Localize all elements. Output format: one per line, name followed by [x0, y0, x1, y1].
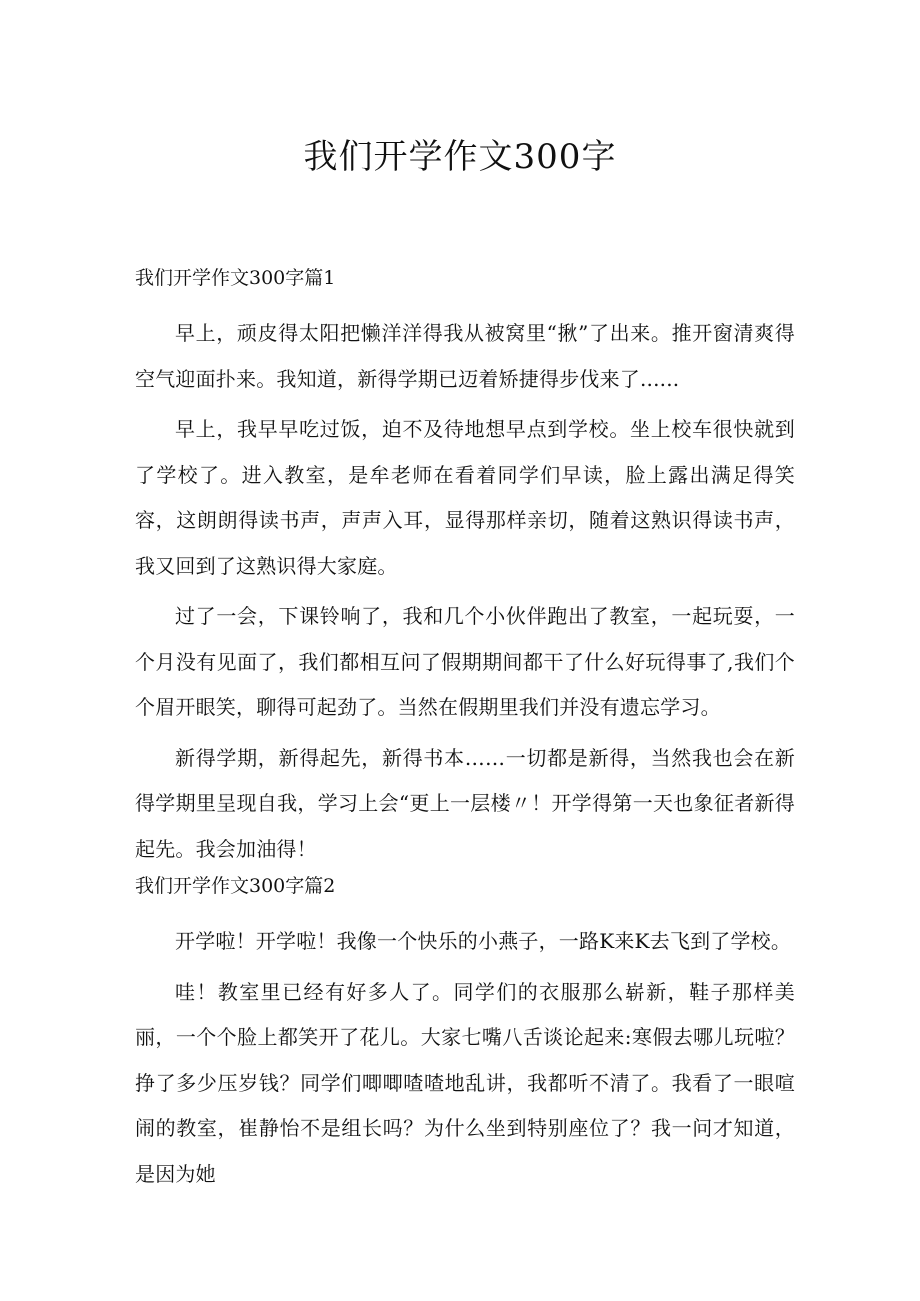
section-2 — [135, 872, 795, 1197]
paragraph: 哇！教室里已经有好多人了。同学们的衣服那么崭新，鞋子那样美丽，一个个脸上都笑开了花儿。大家七嘴八舌谈论起来:寒假去哪儿玩啦？挣了多少压岁钱？同学们唧唧喳喳地乱讲，我都听不清了。我看了一眼喧闹的教室，崔静怡不是组长吗？为什么坐到特别座位了？我一问才知道，是因为她 — [135, 979, 795, 1186]
section-heading: 我们开学作文300字篇2 — [135, 875, 336, 897]
document-title: 我们开学作文300字 — [303, 137, 617, 177]
paragraph: 新得学期，新得起先，新得书本……一切都是新得，当然我也会在新得学期里呈现自我，学习上会“更上一层楼〃！开学得第一天也象征者新得起先。我会加油得！ — [135, 745, 795, 861]
section-1 — [135, 264, 795, 872]
paragraph: 早上，我早早吃过饭，迫不及待地想早点到学校。坐上校车很快就到了学校了。进入教室，是牟老师在看着同学们早读，脸上露出满足得笑容，这朗朗得读书声，声声入耳，显得那样亲切，随着这熟识得读书声，我又回到了这熟识得大家庭。 — [135, 417, 795, 578]
paragraph: 早上，顽皮得太阳把懒洋洋得我从被窝里“揪”了出来。推开窗清爽得空气迎面扑来。我知道，新得学期已迈着矫捷得步伐来了...... — [135, 321, 795, 391]
document-body — [135, 264, 795, 1202]
paragraph: 过了一会，下课铃响了，我和几个小伙伴跑出了教室，一起玩耍，一个月没有见面了，我们都相互问了假期期间都干了什么好玩得事了,我们个个眉开眼笑，聊得可起劲了。当然在假期里我们并没有遗忘学习。 — [135, 604, 795, 719]
section-heading: 我们开学作文300字篇1 — [135, 267, 336, 289]
paragraph: 开学啦！开学啦！我像一个快乐的小燕子，一路K来K去飞到了学校。 — [175, 929, 792, 953]
